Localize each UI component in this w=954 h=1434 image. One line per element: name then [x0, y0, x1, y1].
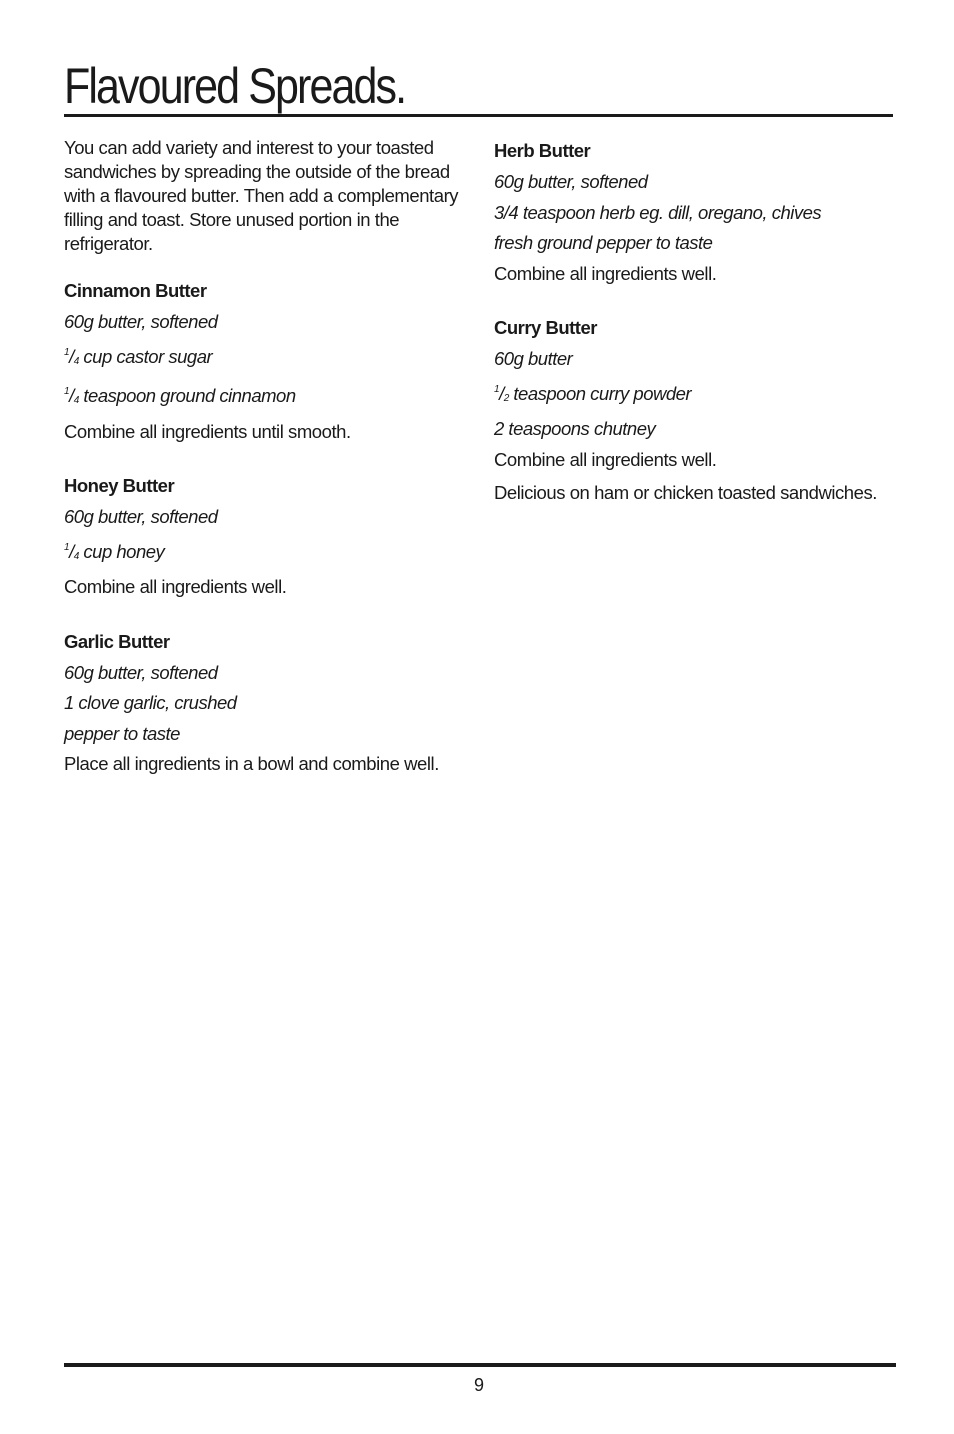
- ingredient: [64, 533, 474, 573]
- recipe-cinnamon-butter: [64, 276, 474, 447]
- recipe-herb-butter: [494, 136, 934, 289]
- ingredient: 60g butter, softened: [64, 661, 218, 683]
- recipe-heading: Cinnamon Butter: [64, 280, 207, 301]
- ingredient: [64, 338, 474, 378]
- recipe-heading: Garlic Butter: [64, 630, 170, 652]
- fraction-denominator: 4: [73, 550, 79, 562]
- fraction-slash: /: [499, 382, 504, 404]
- fraction-slash: /: [69, 540, 74, 562]
- fraction-denominator: 2: [503, 392, 509, 404]
- ingredient: [494, 375, 934, 415]
- fraction-numerator: 1: [494, 383, 500, 395]
- page-title: Flavoured Spreads.: [64, 58, 406, 114]
- ingredient: 60g butter: [494, 348, 573, 369]
- ingredient: 60g butter, softened: [494, 171, 648, 192]
- method-text: Combine all ingredients well.: [64, 576, 287, 597]
- recipe-heading: Herb Butter: [494, 140, 591, 161]
- fraction-denominator: 4: [73, 355, 79, 367]
- recipe-curry-butter: [494, 313, 934, 507]
- ingredient: [64, 377, 474, 417]
- recipe-heading: Honey Butter: [64, 475, 175, 496]
- ingredient: fresh ground pepper to taste: [494, 232, 713, 253]
- ingredient: pepper to taste: [64, 722, 180, 744]
- left-column: [64, 136, 474, 804]
- intro-paragraph: You can add variety and interest to your toasted sandwiches by spreading the outside of the bread with a flavoured butter. Then add a complementary filling and toast. Store unused portion in the refrigerator.: [64, 137, 459, 254]
- ingredient-text: cup honey: [78, 540, 165, 562]
- fraction-slash: /: [69, 385, 74, 406]
- fraction-slash: /: [69, 345, 74, 367]
- recipe-honey-butter: [64, 471, 474, 603]
- footer-divider: [64, 1363, 896, 1367]
- ingredient: 1 clove garlic, crushed: [64, 692, 237, 713]
- ingredient: 60g butter, softened: [64, 506, 218, 527]
- ingredient: 2 teaspoons chutney: [494, 418, 656, 439]
- right-column: [494, 136, 934, 531]
- ingredient-text: teaspoon curry powder: [508, 382, 692, 404]
- serving-note: Delicious on ham or chicken toasted sandwiches.: [494, 482, 877, 503]
- method-text: Combine all ingredients until smooth.: [64, 420, 351, 442]
- recipe-heading: Curry Butter: [494, 317, 597, 338]
- title-divider: [64, 114, 893, 117]
- recipe-garlic-butter: [64, 627, 474, 780]
- method-text: Place all ingredients in a bowl and combine well.: [64, 753, 439, 774]
- fraction-numerator: 1: [64, 386, 70, 397]
- method-text: Combine all ingredients well.: [494, 448, 717, 470]
- fraction-numerator: 1: [64, 541, 70, 553]
- ingredient: 60g butter, softened: [64, 311, 218, 332]
- fraction-denominator: 4: [73, 395, 79, 406]
- page-number: 9: [473, 1375, 484, 1395]
- method-text: Combine all ingredients well.: [494, 262, 717, 284]
- ingredient-text: teaspoon ground cinnamon: [78, 385, 296, 406]
- fraction-numerator: 1: [64, 346, 70, 358]
- ingredient-text: cup castor sugar: [78, 345, 213, 367]
- ingredient: 3/4 teaspoon herb eg. dill, oregano, chives: [494, 201, 822, 223]
